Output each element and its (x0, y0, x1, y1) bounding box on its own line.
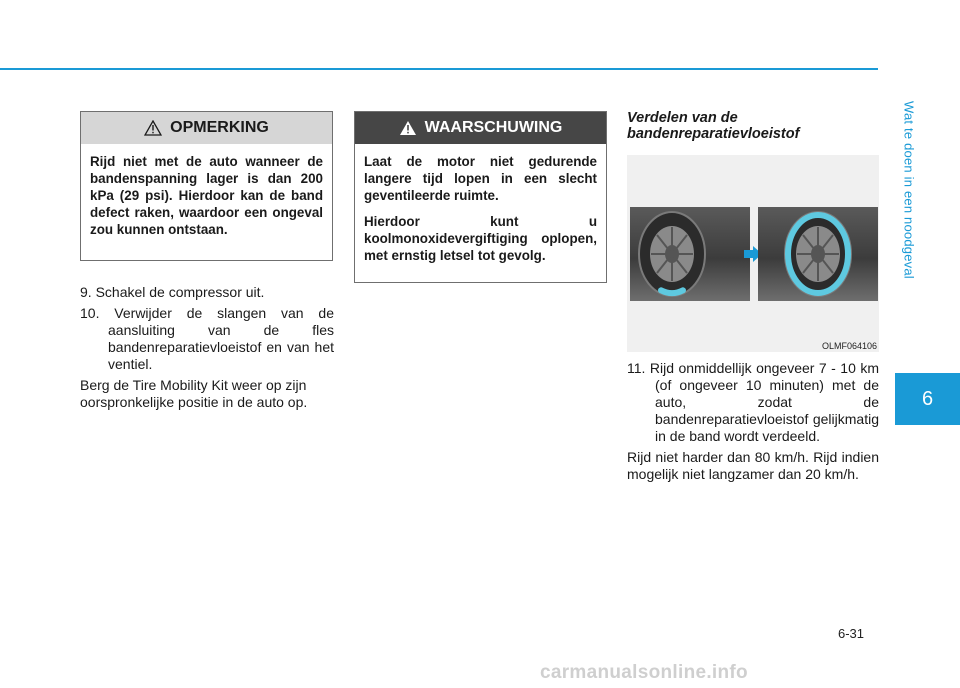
warning-paragraph-2: Hierdoor kunt u koolmonoxidevergiftiging oplopen, met ernstig letsel tot gevolg. (364, 214, 597, 263)
chapter-side-title: Wat te doen in een noodgeval (901, 101, 917, 279)
section-title: Verdelen van de bandenreparatievloeistof (627, 110, 800, 142)
note-box (80, 111, 333, 261)
left-column (80, 284, 334, 411)
page-number: 6-31 (838, 626, 865, 641)
tire-after-image (758, 207, 878, 301)
step-9: 9. Schakel de compressor uit. (80, 284, 265, 300)
right-column (627, 360, 879, 483)
step-11: 11. Rijd onmiddellijk ongeveer 7 - 10 km (of ongeveer 10 minuten) met de auto, zodat de bandenreparatievloeistof gelijkmatig in de band wordt verdeeld. (627, 360, 879, 444)
warning-paragraph-1: Laat de motor niet gedurende langere tijd lopen in een slecht geventileerde ruimte. (364, 154, 597, 203)
header-rule (0, 68, 878, 70)
note-box-text: Rijd niet met de auto wanneer de bandenspanning lager is dan 200 kPa (29 psi). Hierdoor kan de band defect raken, waardoor een ongeval zou kunnen ontstaan. (90, 154, 323, 237)
warning-box-header (355, 112, 606, 144)
tire-figure (627, 155, 879, 352)
note-box-body (81, 144, 332, 248)
warning-box (354, 111, 607, 283)
note-box-header (81, 112, 332, 144)
warning-box-title: WAARSCHUWING (424, 119, 563, 136)
tire-before-image (630, 207, 750, 301)
chapter-tab[interactable]: 6 (895, 373, 960, 425)
note-box-title: OPMERKING (170, 119, 269, 136)
warning-box-body (355, 144, 606, 274)
caution-triangle-icon (144, 120, 162, 136)
figure-code: OLMF064106 (821, 341, 877, 351)
warning-triangle-icon (399, 120, 417, 136)
left-paragraph: Berg de Tire Mobility Kit weer op zijn oorspronkelijke positie in de auto op. (80, 377, 308, 410)
step-10: 10. Verwijder de slangen van de aansluiting van de fles bandenreparatievloeistof en van het ventiel. (80, 305, 334, 372)
watermark: carmanualsonline.info (540, 662, 748, 683)
right-paragraph: Rijd niet harder dan 80 km/h. Rijd indien mogelijk niet langzamer dan 20 km/h. (627, 449, 879, 482)
